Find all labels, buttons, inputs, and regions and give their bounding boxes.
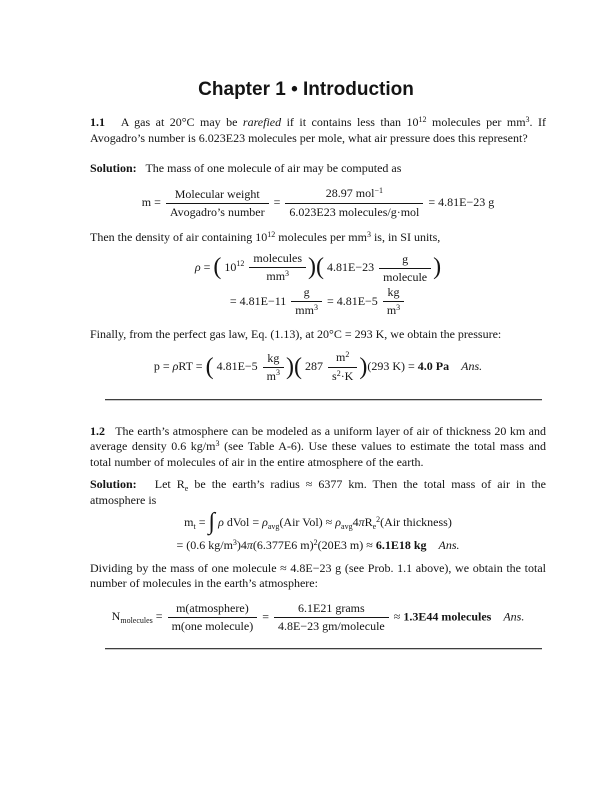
- paragraph-pressure-intro: Finally, from the perfect gas law, Eq. (1.13), at 20°C = 293 K, we obtain the pressure:: [90, 327, 502, 341]
- fraction-numerator: molecules: [249, 251, 306, 268]
- equation-text: )( 287: [286, 353, 327, 380]
- equation-text: )(293 K) = 4.0 Pa Ans.: [359, 353, 483, 380]
- equation-atmosphere-mass-line-1: $m_t$ = ∫ ρ dVol = $\rho_{avg}(Air$ $Vol) \approx \rho_{avg}4\pi R_e^2(Air$ thickness): [184, 509, 452, 536]
- fraction-denominator: $s^2\cdot K$: [332, 368, 354, 383]
- fraction-denominator: molecule: [383, 269, 428, 284]
- equation-text: =: [270, 194, 284, 209]
- fraction-denominator: $m^3$: [266, 368, 281, 383]
- problem-1-2-statement: 1.2 The earth’s atmosphere can be modeled as a uniform layer of air of thickness 20 km and average density 0.6 $kg/m^3$ (see Table A-6). Use these values to estimate the total mass and total number of molecules of air in the entire atmosphere of the earth.: [90, 424, 546, 469]
- fraction: [166, 601, 260, 634]
- paragraph-molecule-count-intro: Dividing by the mass of one molecule ≈ 4.8E−23 g (see Prob. 1.1 above), we obtain the total number of molecules in the earth’s atmosphere:: [90, 561, 546, 590]
- fraction: [377, 252, 433, 285]
- equation-text: ≈ 1.3E44 molecules Ans.: [390, 609, 525, 624]
- fraction-denominator: $m^3$: [386, 302, 401, 317]
- fraction: [289, 285, 324, 319]
- fraction: [381, 285, 406, 319]
- equation-text: = 4.81E−11: [229, 293, 290, 308]
- equation-density-line-1: [90, 251, 546, 285]
- fraction: [272, 601, 391, 634]
- fraction-denominator: $mm^3$: [266, 268, 290, 283]
- fraction: [247, 251, 308, 285]
- solution-1-1-intro: Solution: The mass of one molecule of air may be computed as: [90, 161, 402, 175]
- equation-text: m =: [141, 194, 164, 209]
- fraction-denominator: 4.8E−23 gm/molecule: [277, 619, 385, 633]
- fraction: [326, 350, 359, 385]
- equation-molecule-mass: [90, 186, 546, 220]
- fraction-denominator: $mm^3$: [295, 302, 318, 317]
- fraction-numerator: 6.1E21 grams: [274, 601, 389, 618]
- fraction: [164, 187, 271, 220]
- fraction: [261, 351, 286, 385]
- fraction-denominator: m(one molecule): [171, 619, 254, 633]
- chapter-title: Chapter 1 • Introduction: [198, 79, 414, 100]
- equation-text: ): [433, 254, 442, 280]
- equation-text: )( 4.81E−23: [308, 254, 378, 280]
- fraction-numerator: g: [291, 285, 322, 302]
- fraction-numerator: kg: [263, 351, 284, 368]
- equation-pressure: [90, 350, 546, 385]
- equation-text: = 4.81E−5: [323, 293, 381, 308]
- fraction-numerator: m(atmosphere): [168, 601, 258, 618]
- problem-1-1-statement: 1.1 A gas at 20°C may be rarefied if it contains less than $10^{12}$ molecules per $mm^3$. If Avogadro’s number is 6.023E23 molecules per mole, what air pressure does this represent?: [90, 114, 546, 145]
- section-divider: [105, 648, 542, 650]
- equation-text: $N_{molecules}$ =: [111, 609, 166, 626]
- section-divider: [105, 399, 542, 401]
- fraction-numerator: kg: [383, 285, 404, 302]
- equation-text: = 4.81E−23 g: [425, 194, 495, 209]
- fraction-numerator: g: [379, 252, 431, 269]
- paragraph-density-intro: Then the density of air containing $10^{12}$ molecules per $mm^3$ is, in SI units,: [90, 229, 441, 244]
- fraction: [283, 186, 425, 220]
- fraction-denominator: Avogadro’s number: [169, 204, 265, 219]
- equation-density-line-2: [90, 285, 546, 319]
- solution-1-2-intro: Solution: Let $R_e$ be the earth’s radius ≈ 6377 km. Then the total mass of air in the atmosphere is: [90, 477, 546, 507]
- equation-text: =: [259, 609, 272, 624]
- equation-atmosphere-mass-line-2: = (0.6 $kg/m^3)4\pi(6.377E6$ m)$^2$(20E3 m) ≈ 6.1E18 kg Ans.: [176, 537, 460, 552]
- equation-molecule-count: [90, 601, 546, 634]
- fraction-denominator: 6.023E23 molecules/g·mol: [289, 205, 420, 219]
- equation-text: p = ρRT = ( 4.81E−5: [153, 353, 261, 380]
- fraction-numerator: Molecular weight: [166, 187, 269, 204]
- fraction-numerator: 28.97 mol$^{-1}$: [285, 186, 423, 204]
- equation-text: ρ = ( $10^{12}$: [194, 254, 245, 280]
- fraction-numerator: $m^2$: [328, 350, 357, 368]
